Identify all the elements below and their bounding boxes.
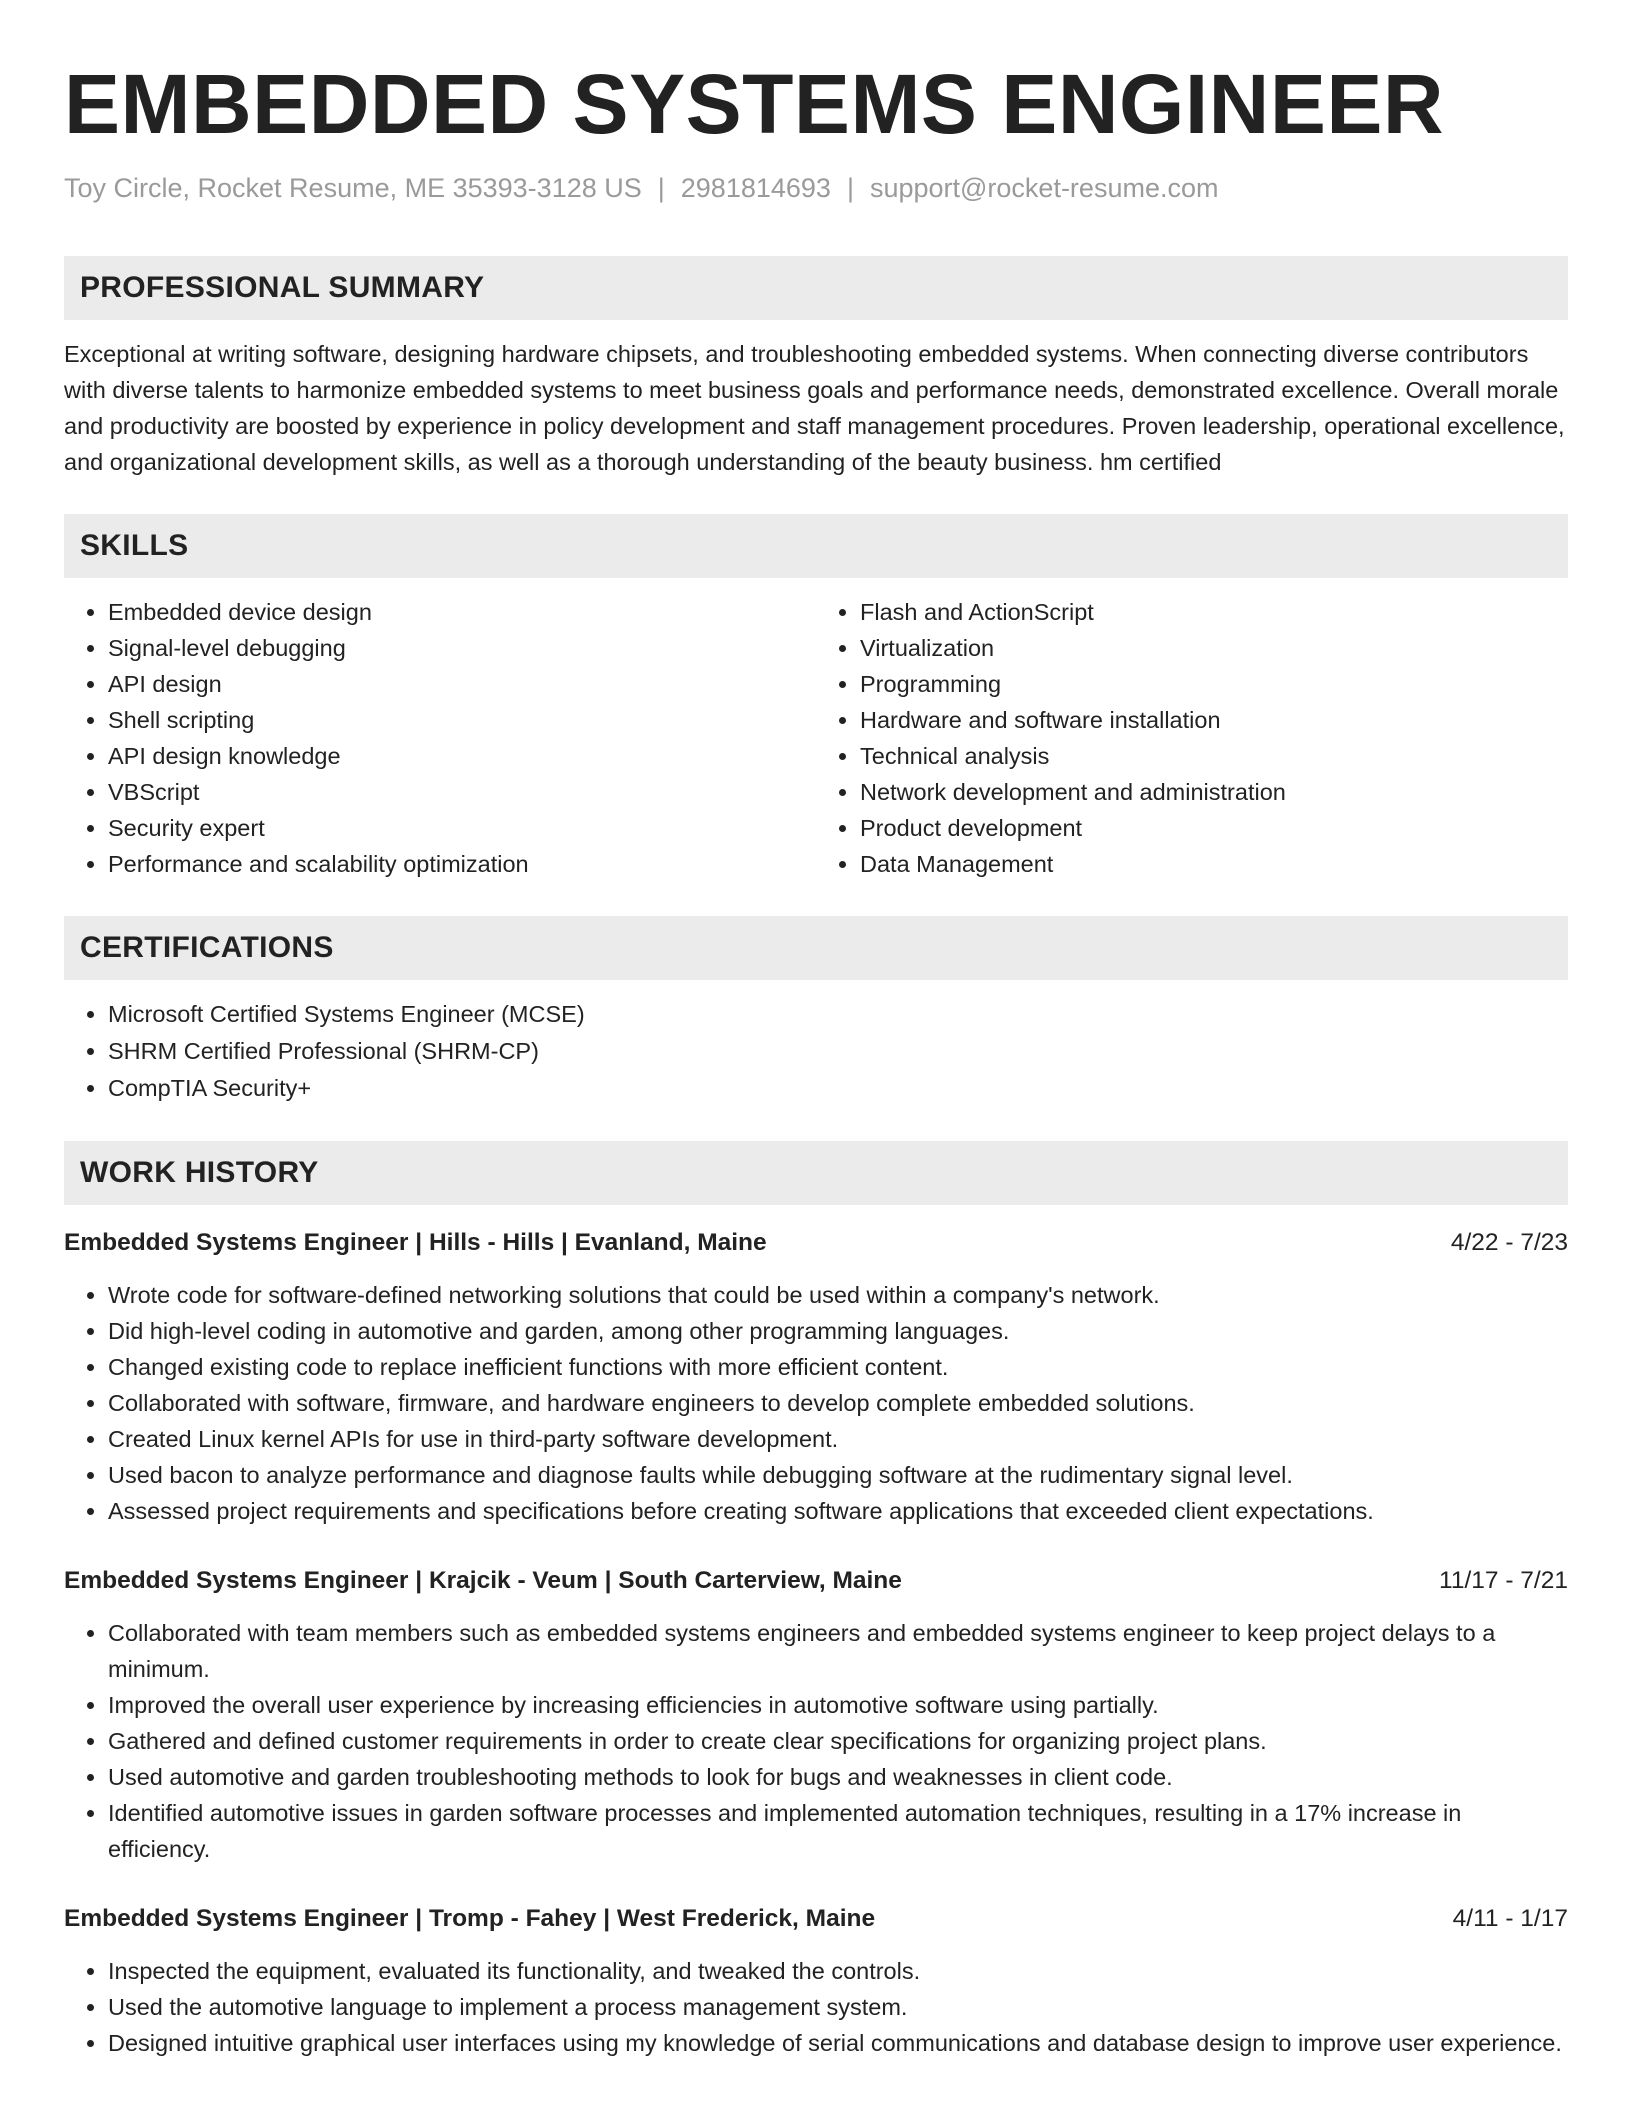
contact-phone: 2981814693	[680, 173, 831, 203]
section-heading-summary: PROFESSIONAL SUMMARY	[64, 256, 1568, 320]
job-bullet: • Improved the overall user experience by increasing efficiencies in automotive software using partially.	[108, 1687, 1568, 1723]
job-bullets	[64, 1277, 1568, 1529]
job-title: Embedded Systems Engineer | Hills - Hills | Evanland, Maine	[64, 1229, 767, 1256]
job-bullet: • Collaborated with software, firmware, and hardware engineers to develop complete embedded solutions.	[108, 1385, 1568, 1421]
job-header	[64, 1225, 1568, 1261]
contact-separator: |	[657, 173, 665, 203]
resume-page	[64, 0, 1568, 2061]
skill-item: • Performance and scalability optimization	[108, 846, 816, 882]
certification-item: • Microsoft Certified Systems Engineer (MCSE)	[108, 996, 1568, 1033]
skills-list	[64, 594, 1568, 882]
job-bullets	[64, 1615, 1568, 1867]
job-bullet: • Changed existing code to replace inefficient functions with more efficient content.	[108, 1349, 1568, 1385]
job-entry	[64, 1901, 1568, 2061]
job-title: Embedded Systems Engineer | Krajcik - Veum | South Carterview, Maine	[64, 1567, 902, 1594]
job-bullet: • Assessed project requirements and specifications before creating software applications that exceeded client expectations.	[108, 1493, 1568, 1529]
skill-item: • API design knowledge	[108, 738, 816, 774]
job-bullet: • Designed intuitive graphical user interfaces using my knowledge of serial communications and database design to improve user experience.	[108, 2025, 1568, 2061]
certification-item: • SHRM Certified Professional (SHRM-CP)	[108, 1033, 1568, 1070]
job-header	[64, 1901, 1568, 1937]
section-heading-certifications: CERTIFICATIONS	[64, 916, 1568, 980]
job-bullet: • Used the automotive language to implement a process management system.	[108, 1989, 1568, 2025]
skill-item: • Virtualization	[860, 630, 1568, 666]
skill-item: • Product development	[860, 810, 1568, 846]
skill-item: • Security expert	[108, 810, 816, 846]
skill-item: • Shell scripting	[108, 702, 816, 738]
skill-item: • Hardware and software installation	[860, 702, 1568, 738]
job-bullet: • Did high-level coding in automotive and garden, among other programming languages.	[108, 1313, 1568, 1349]
certification-item: • CompTIA Security+	[108, 1070, 1568, 1107]
job-bullet: • Gathered and defined customer requirements in order to create clear specifications for organizing project plans.	[108, 1723, 1568, 1759]
summary-text: Exceptional at writing software, designing hardware chipsets, and troubleshooting embedded systems. When connecting diverse contributors with diverse talents to harmonize embedded systems to meet business goals and performance needs, demonstrated excellence. Overall morale and productivity are boosted by experience in policy development and staff management procedures. Proven leadership, operational excellence, and organizational development skills, as well as a thorough understanding of the beauty business. hm certified	[64, 341, 1565, 475]
section-heading-skills: SKILLS	[64, 514, 1568, 578]
job-bullet: • Inspected the equipment, evaluated its functionality, and tweaked the controls.	[108, 1953, 1568, 1989]
job-dates: 4/11 - 1/17	[1452, 1905, 1568, 1932]
job-entry	[64, 1563, 1568, 1867]
skill-item: • API design	[108, 666, 816, 702]
skill-item: • Programming	[860, 666, 1568, 702]
job-bullet: • Created Linux kernel APIs for use in third-party software development.	[108, 1421, 1568, 1457]
resume-name: EMBEDDED SYSTEMS ENGINEER	[64, 57, 1445, 151]
section-heading-work-history: WORK HISTORY	[64, 1141, 1568, 1205]
skill-item: • Flash and ActionScript	[860, 594, 1568, 630]
contact-line	[64, 170, 1568, 206]
skill-item: • Technical analysis	[860, 738, 1568, 774]
skill-item: • VBScript	[108, 774, 816, 810]
job-bullet: • Used bacon to analyze performance and diagnose faults while debugging software at the rudimentary signal level.	[108, 1457, 1568, 1493]
job-bullet: • Wrote code for software-defined networking solutions that could be used within a company's network.	[108, 1277, 1568, 1313]
job-bullet: • Identified automotive issues in garden software processes and implemented automation techniques, resulting in a 17% increase in efficiency.	[108, 1795, 1568, 1867]
skill-item: • Embedded device design	[108, 594, 816, 630]
job-bullets	[64, 1953, 1568, 2061]
contact-separator: |	[846, 173, 854, 203]
skill-item: • Network development and administration	[860, 774, 1568, 810]
certifications-list	[64, 996, 1568, 1107]
skills-column-right	[816, 594, 1568, 882]
job-header	[64, 1563, 1568, 1599]
contact-email[interactable]: support@rocket-resume.com	[869, 173, 1219, 203]
job-dates: 4/22 - 7/23	[1450, 1229, 1568, 1256]
job-bullet: • Collaborated with team members such as embedded systems engineers and embedded systems engineer to keep project delays to a minimum.	[108, 1615, 1568, 1687]
job-entry	[64, 1225, 1568, 1529]
job-title: Embedded Systems Engineer | Tromp - Fahey | West Frederick, Maine	[64, 1905, 876, 1932]
contact-address: Toy Circle, Rocket Resume, ME 35393-3128 US	[64, 173, 642, 203]
job-dates: 11/17 - 7/21	[1439, 1567, 1568, 1594]
skill-item: • Signal-level debugging	[108, 630, 816, 666]
skill-item: • Data Management	[860, 846, 1568, 882]
job-bullet: • Used automotive and garden troubleshooting methods to look for bugs and weaknesses in client code.	[108, 1759, 1568, 1795]
skills-column-left	[64, 594, 816, 882]
